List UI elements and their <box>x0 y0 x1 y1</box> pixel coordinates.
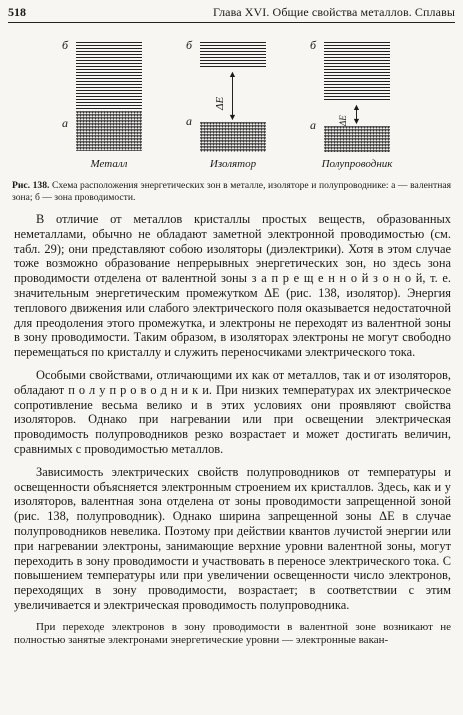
conduction-band <box>76 42 142 87</box>
arrow-down-icon: ▼ <box>228 112 237 122</box>
paragraph: Особыми свойствами, отличающими их как от металлов, так и от изоляторов, обладают п о л у п р о в о д н и к и. При низких температурах их электрическое сопротивление весьма велико и в этих условиях они проявляют свойства изоляторов. Однако при нагревании или при освещении электрическая проводимость полупроводников резко возрастает и может достигать величин, сравнимых с проводимостью металлов. <box>14 367 451 456</box>
valence-band <box>76 111 142 151</box>
gap-label: ΔE <box>338 115 348 126</box>
arrow-up-icon: ▲ <box>228 69 237 79</box>
caption-label: Рис. 138. <box>12 180 50 191</box>
valence-band <box>200 122 266 152</box>
page-number: 518 <box>8 5 26 19</box>
body-text <box>14 212 451 655</box>
semiconductor-diagram <box>308 30 398 180</box>
insulator-diagram <box>184 30 274 180</box>
symbol-b: б <box>310 38 317 52</box>
label-metal: Металл <box>90 158 128 170</box>
paragraph: Зависимость электрических свойств полупроводников от температуры и освещенности объясняется электронным строением их кристаллов. Здесь, как и у изоляторов, валентная зона отделена от зоны проводимости запрещенной зоной (рис. 138, полупроводник). Однако ширина запрещенной зоны ΔE в случае полупроводников невелика. Поэтому при действии квантов лучистой энергии или при нагревании электроны, занимающие верхние уровни валентной зоны, могут переходить в зону проводимости и участвовать в переносе электрического тока. С повышением температуры или при увеличении освещенности число электронов, переходящих в зону проводимости, возрастает; в соответствии с этим увеличивается и электрическая проводимость полупроводника. <box>14 464 451 612</box>
band-gap-line <box>232 76 233 116</box>
valence-band <box>324 126 390 152</box>
gap-label: ΔE <box>214 96 226 110</box>
label-semiconductor: Полупроводник <box>321 158 393 170</box>
page-header <box>8 5 455 21</box>
arrow-up-icon: ▲ <box>352 102 361 112</box>
metal-diagram <box>60 30 150 180</box>
symbol-a: а <box>62 116 68 130</box>
running-title: Глава XVI. Общие свойства металлов. Сплавы <box>212 5 455 19</box>
symbol-b: б <box>62 38 69 52</box>
label-insulator: Изолятор <box>209 158 257 170</box>
conduction-band <box>324 42 390 102</box>
band-diagram-figure <box>0 30 463 180</box>
conduction-band-lower <box>76 87 142 110</box>
footnote-paragraph: При переходе электронов в зону проводимости в валентной зоне возникают не полностью занятые электронами энергетические уровни — электронные вакан- <box>14 620 451 646</box>
figure-caption <box>12 180 451 204</box>
symbol-a: а <box>310 118 316 132</box>
header-rule <box>8 22 455 23</box>
arrow-down-icon: ▼ <box>352 116 361 126</box>
symbol-b: б <box>186 38 193 52</box>
symbol-a: а <box>186 114 192 128</box>
paragraph: В отличие от металлов кристаллы простых веществ, образованных неметаллами, обычно не обладают заметной электронной проводимостью (см. табл. 29); они представляют собою изоляторы (диэлектрики). Хотя в этом случае тоже возможно образование непрерывных энергетических зон, но здесь зона проводимости отделена от валентной зоны з а п р е щ е н н о й з о н о й, т. е. значительным энергетическим промежутком ΔE (рис. 138, изолятор). Энергия теплового движения или слабого электрического поля оказывается недостаточной для преодоления этого промежутка, и электроны не переходят из валентной зоны в зону проводимости. Таким образом, в изоляторах электроны не могут свободно перемещаться по кристаллу и служить переносчиками электрического тока. <box>14 212 451 360</box>
caption-text: Схема расположения энергетических зон в металле, изоляторе и полупроводнике: а — валентная зона; б — зона проводимости. <box>12 180 452 203</box>
conduction-band <box>200 42 266 68</box>
